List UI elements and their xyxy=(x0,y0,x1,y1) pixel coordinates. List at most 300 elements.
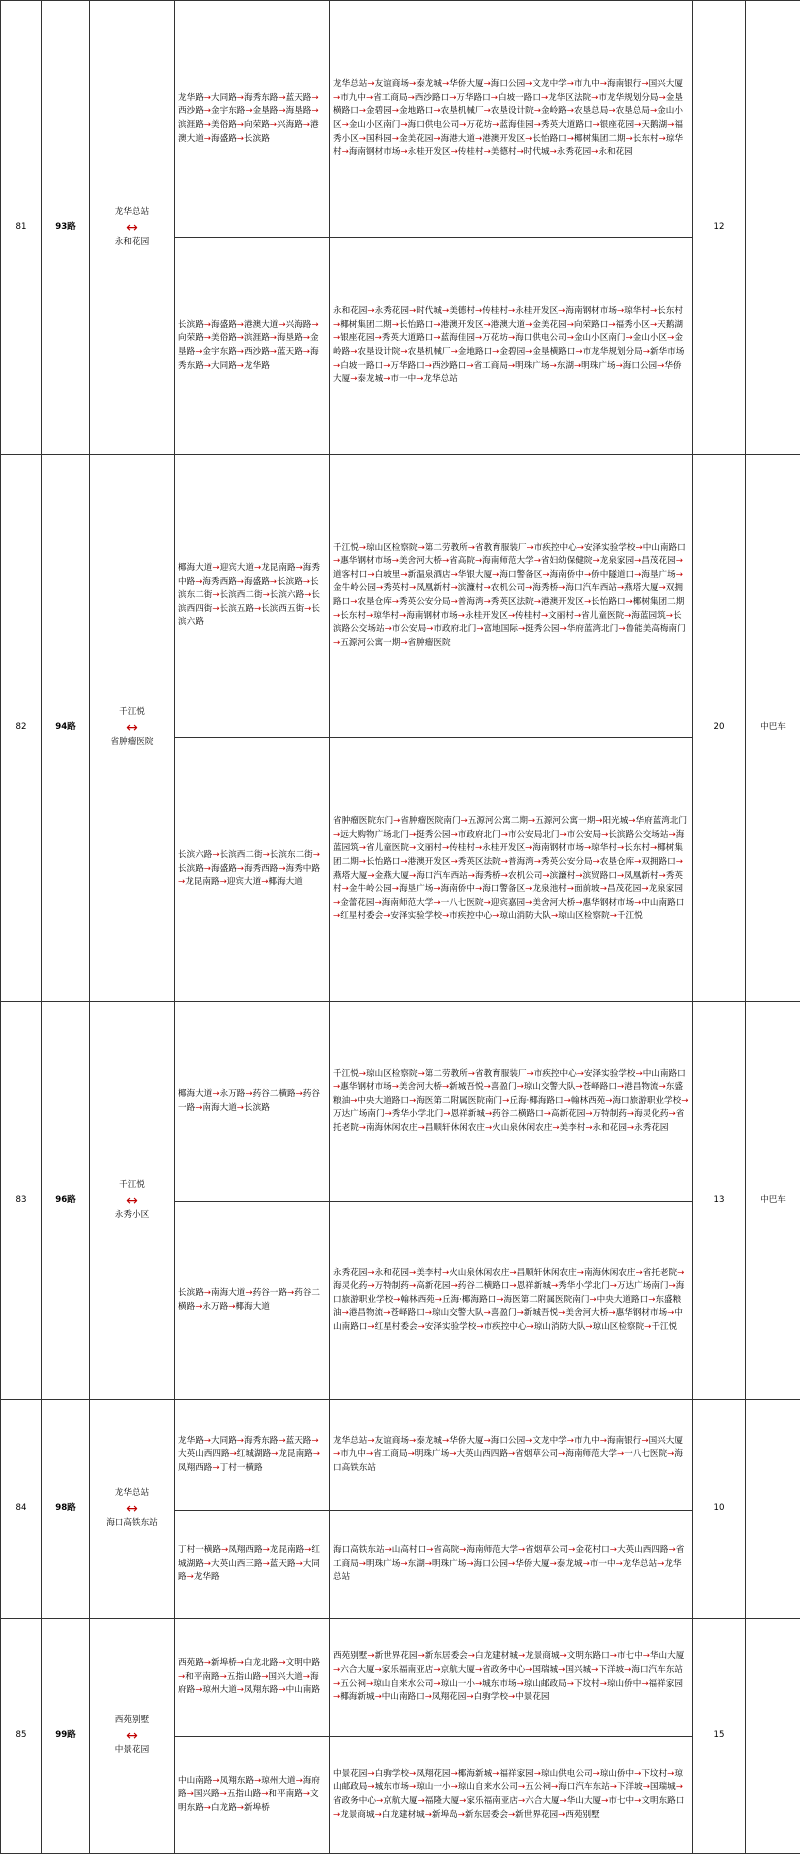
stop-name: 椰树集团二期 xyxy=(340,320,392,330)
arrow-right-icon: → xyxy=(657,361,664,371)
stop-name: 新温泉酒店 xyxy=(408,570,451,580)
arrow-right-icon: → xyxy=(484,1308,491,1318)
arrow-right-icon: → xyxy=(558,1665,565,1675)
stop-name: 翰林西苑 xyxy=(400,1295,434,1305)
stop-name: 滨濂村 xyxy=(550,871,576,881)
stop-name: 第二劳教所 xyxy=(425,543,468,553)
stop-name: 明珠广场 xyxy=(515,361,549,371)
arrow-right-icon: → xyxy=(359,543,366,553)
arrow-right-icon: → xyxy=(659,583,666,593)
arrow-right-icon: → xyxy=(577,1069,584,1079)
road-name: 向荣路 xyxy=(178,333,204,343)
road-name: 长滨六路 xyxy=(178,850,212,860)
arrow-right-icon: → xyxy=(667,120,674,130)
stop-name: 金岭路 xyxy=(541,106,567,116)
arrow-right-icon: → xyxy=(333,638,340,648)
arrow-right-icon: → xyxy=(585,1322,592,1332)
arrow-right-icon: → xyxy=(433,134,440,144)
table-row xyxy=(1,1619,800,1737)
road-name: 琼州大道 xyxy=(202,1685,236,1695)
road-name: 国兴路 xyxy=(194,1789,220,1799)
stop-name: 永桂开发区 xyxy=(482,843,525,853)
arrow-right-icon: → xyxy=(508,1692,515,1702)
route-roads xyxy=(175,1,330,238)
arrow-right-icon: → xyxy=(204,93,211,103)
arrow-right-icon: → xyxy=(593,1769,600,1779)
stop-name: 明珠广场 xyxy=(415,1449,449,1459)
arrow-right-icon: → xyxy=(333,93,340,103)
arrow-right-icon: → xyxy=(575,347,582,357)
stop-name: 五公祠 xyxy=(340,1679,366,1689)
arrow-right-icon: → xyxy=(433,884,440,894)
stop-name: 华府蓝湾北门 xyxy=(636,816,688,826)
road-name: 长滨西二街 xyxy=(220,590,263,600)
arrow-right-icon: → xyxy=(591,1665,598,1675)
arrow-right-icon: → xyxy=(624,611,631,621)
arrow-right-icon: → xyxy=(585,1123,592,1133)
arrow-right-icon: → xyxy=(567,79,574,89)
terminal-to: 海口高铁东站 xyxy=(93,1517,171,1531)
arrow-right-icon: → xyxy=(451,583,458,593)
arrow-right-icon: → xyxy=(591,93,598,103)
vehicle-type xyxy=(746,1619,800,1854)
arrow-right-icon: → xyxy=(342,147,349,157)
arrow-right-icon: → xyxy=(518,1545,525,1555)
arrow-right-icon: → xyxy=(359,134,366,144)
arrow-right-icon: → xyxy=(287,1288,294,1298)
arrow-right-icon: → xyxy=(466,1692,473,1702)
stop-name: 药谷二横路口 xyxy=(458,1281,510,1291)
arrow-right-icon: → xyxy=(278,106,285,116)
arrow-right-icon: → xyxy=(204,1436,211,1446)
stop-name: 金地路口 xyxy=(458,347,492,357)
road-name: 长滨西二街 xyxy=(220,850,263,860)
arrow-right-icon: → xyxy=(577,543,584,553)
vehicle-type xyxy=(746,1,800,455)
route-stops xyxy=(330,1737,693,1854)
stop-name: 银座花园 xyxy=(600,120,634,130)
arrow-right-icon: → xyxy=(659,93,666,103)
stop-name: 美舍河大桥 xyxy=(565,1308,608,1318)
road-name: 椰海大道 xyxy=(178,563,212,573)
arrow-right-icon: → xyxy=(303,120,310,130)
arrow-right-icon: → xyxy=(442,1436,449,1446)
stop-name: 新东居委会 xyxy=(425,1651,468,1661)
arrow-right-icon: → xyxy=(178,877,185,887)
arrow-right-icon: → xyxy=(552,1123,559,1133)
arrow-right-icon: → xyxy=(375,1692,382,1702)
stop-name: 农垦仓库 xyxy=(600,857,634,867)
arrow-right-icon: → xyxy=(271,1449,278,1459)
arrow-right-icon: → xyxy=(220,1789,227,1799)
terminal-from: 西苑别墅 xyxy=(93,1714,171,1728)
stop-name: 琼山一小 xyxy=(441,1679,475,1689)
stop-name: 农垦总局 xyxy=(574,106,608,116)
stop-name: 昌茂花园 xyxy=(607,884,641,894)
stop-name: 农垦总局 xyxy=(616,106,650,116)
arrow-right-icon: → xyxy=(409,871,416,881)
table-row xyxy=(1,1400,800,1511)
stop-name: 农机公司 xyxy=(508,871,542,881)
stop-name: 省高院 xyxy=(449,556,475,566)
arrow-right-icon: → xyxy=(442,843,449,853)
arrow-right-icon: → xyxy=(627,1109,634,1119)
arrow-right-icon: → xyxy=(551,1782,558,1792)
stop-name: 永和花园 xyxy=(375,1268,409,1278)
arrow-right-icon: → xyxy=(204,1658,211,1668)
stop-name: 椰树集团二期 xyxy=(333,843,683,867)
stop-name: 文丽村 xyxy=(416,843,442,853)
stop-name: 长怡路口 xyxy=(591,597,625,607)
arrow-right-icon: → xyxy=(296,563,303,573)
arrow-right-icon: → xyxy=(367,1281,374,1291)
arrow-right-icon: → xyxy=(408,93,415,103)
stop-name: 省托老院 xyxy=(643,1268,677,1278)
stop-name: 华山大厦 xyxy=(567,1796,601,1806)
arrow-right-icon: → xyxy=(475,1679,482,1689)
arrow-right-icon: → xyxy=(641,79,648,89)
stop-name: 海南银行 xyxy=(607,79,641,89)
arrow-right-icon: → xyxy=(534,1769,541,1779)
arrow-right-icon: → xyxy=(525,884,532,894)
road-name: 海盛路 xyxy=(211,320,237,330)
terminal-from: 千江悦 xyxy=(93,706,171,720)
road-name: 椰海大道 xyxy=(235,1302,269,1312)
road-name: 美俗路 xyxy=(211,333,237,343)
road-name: 琼州大道 xyxy=(261,1776,295,1786)
route-stops xyxy=(330,1,693,238)
road-name: 大英山西四路 xyxy=(178,1449,230,1459)
stop-name: 天鹅湖 xyxy=(641,120,667,130)
stop-name: 明珠广场 xyxy=(432,1559,466,1569)
road-name: 药谷二横路 xyxy=(178,1288,320,1312)
arrow-right-icon: → xyxy=(333,1692,340,1702)
stop-name: 金牛岭公园 xyxy=(333,583,376,593)
arrow-right-icon: → xyxy=(426,1545,433,1555)
arrow-right-icon: → xyxy=(303,1789,310,1799)
arrow-right-icon: → xyxy=(195,347,202,357)
arrow-right-icon: → xyxy=(567,333,574,343)
arrow-right-icon: → xyxy=(426,624,433,634)
stop-name: 市一中 xyxy=(590,1559,616,1569)
arrow-right-icon: → xyxy=(409,1281,416,1291)
arrow-right-icon: → xyxy=(342,1308,349,1318)
stop-name: 苍峄路口 xyxy=(390,1308,424,1318)
stop-name: 时代城 xyxy=(416,306,442,316)
arrow-right-icon: → xyxy=(641,1436,648,1446)
stop-name: 秀英村 xyxy=(333,871,683,895)
stop-name: 海南侨中 xyxy=(441,884,475,894)
arrow-right-icon: → xyxy=(634,1769,641,1779)
arrow-right-icon: → xyxy=(534,857,541,867)
arrow-right-icon: → xyxy=(409,79,416,89)
stop-name: 省肿瘤医院南门 xyxy=(400,816,460,826)
stop-name: 城东市场 xyxy=(375,1782,409,1792)
arrow-right-icon: → xyxy=(383,911,390,921)
stop-name: 海秀桥 xyxy=(475,871,501,881)
road-name: 蓝天路 xyxy=(270,1559,296,1569)
stop-name: 滨贸路口 xyxy=(583,871,617,881)
arrow-right-icon: → xyxy=(461,816,468,826)
arrow-right-icon: → xyxy=(567,320,574,330)
arrow-right-icon: → xyxy=(204,134,211,144)
stop-name: 京航大厦 xyxy=(383,1796,417,1806)
stop-name: 市七中 xyxy=(608,1796,634,1806)
road-name: 滨涯路 xyxy=(244,333,270,343)
arrow-right-icon: → xyxy=(367,570,374,580)
arrow-right-icon: → xyxy=(564,1096,571,1106)
stop-name: 龙华总站 xyxy=(423,374,457,384)
arrow-right-icon: → xyxy=(558,1449,565,1459)
arrow-right-icon: → xyxy=(669,1281,676,1291)
arrow-right-icon: → xyxy=(237,577,244,587)
arrow-right-icon: → xyxy=(442,1268,449,1278)
stop-name: 长怡路口 xyxy=(366,857,400,867)
route-roads xyxy=(175,455,330,738)
road-name: 金宇东路 xyxy=(202,347,236,357)
arrow-right-icon: → xyxy=(527,543,534,553)
arrow-right-icon: → xyxy=(304,1545,311,1555)
arrow-right-icon: → xyxy=(392,134,399,144)
arrow-right-icon: → xyxy=(475,556,482,566)
arrow-right-icon: → xyxy=(212,850,219,860)
road-name: 海府路 xyxy=(178,1776,320,1800)
arrow-right-icon: → xyxy=(484,898,491,908)
arrow-right-icon: → xyxy=(409,306,416,316)
road-name: 海府路 xyxy=(178,1672,319,1696)
arrow-right-icon: → xyxy=(245,1288,252,1298)
stop-name: 福祥家园 xyxy=(649,1679,683,1689)
arrow-right-icon: → xyxy=(418,1651,425,1661)
arrow-right-icon: → xyxy=(263,590,270,600)
arrow-right-icon: → xyxy=(376,1796,383,1806)
arrow-right-icon: → xyxy=(367,871,374,881)
arrow-right-icon: → xyxy=(593,120,600,130)
stop-name: 海口汽车东站 xyxy=(558,1782,610,1792)
arrow-right-icon: → xyxy=(558,306,565,316)
stop-name: 海口警备区 xyxy=(482,884,525,894)
arrow-right-icon: → xyxy=(560,1651,567,1661)
stop-name: 海南钢材市场 xyxy=(565,306,617,316)
stop-name: 海口公园 xyxy=(474,1559,508,1569)
stop-name: 华侨大厦 xyxy=(449,1436,483,1446)
arrow-right-icon: → xyxy=(484,583,491,593)
stop-name: 新城吾悦 xyxy=(449,1082,483,1092)
arrow-right-icon: → xyxy=(254,1776,261,1786)
stop-name: 双拥路口 xyxy=(333,583,683,607)
arrow-right-icon: → xyxy=(237,1803,244,1813)
arrow-right-icon: → xyxy=(359,843,366,853)
arrow-right-icon: → xyxy=(261,1672,268,1682)
arrow-right-icon: → xyxy=(254,563,261,573)
arrow-right-icon: → xyxy=(475,884,482,894)
stop-name: 泰龙城 xyxy=(357,374,383,384)
stop-name: 龙泉家园 xyxy=(600,556,634,566)
arrow-right-icon: → xyxy=(400,1559,407,1569)
stop-name: 安泽实验学校 xyxy=(584,1069,636,1079)
route-stops xyxy=(330,738,693,1002)
arrow-right-icon: → xyxy=(342,884,349,894)
arrow-right-icon: → xyxy=(237,864,244,874)
stop-name: 龙景商城 xyxy=(525,1651,559,1661)
stop-name: 西苑别墅 xyxy=(333,1651,367,1661)
road-name: 海垦路 xyxy=(277,333,303,343)
road-name: 滨涯路 xyxy=(178,120,204,130)
road-name: 凤翔东路 xyxy=(244,1685,278,1695)
arrow-right-icon: → xyxy=(534,120,541,130)
arrow-right-icon: → xyxy=(525,79,532,89)
arrow-right-icon: → xyxy=(643,1782,650,1792)
road-name: 凤翔东路 xyxy=(220,1776,254,1786)
arrow-right-icon: → xyxy=(433,320,440,330)
arrow-right-icon: → xyxy=(567,884,574,894)
stop-name: 海口高铁东站 xyxy=(333,1449,683,1473)
road-name: 大同路 xyxy=(211,93,237,103)
arrow-right-icon: → xyxy=(617,871,624,881)
stop-name: 海南师范大学 xyxy=(466,1545,518,1555)
arrow-right-icon: → xyxy=(237,320,244,330)
arrow-right-icon: → xyxy=(263,1559,270,1569)
stop-name: 琼山区检察院 xyxy=(366,543,418,553)
arrow-right-icon: → xyxy=(409,583,416,593)
arrow-right-icon: → xyxy=(508,1449,515,1459)
arrow-right-icon: → xyxy=(442,79,449,89)
road-name: 西苑路 xyxy=(178,1658,204,1668)
arrow-right-icon: → xyxy=(475,843,482,853)
arrow-right-icon: → xyxy=(525,843,532,853)
stop-name: 传桂村 xyxy=(449,843,475,853)
stop-name: 省教育服装厂 xyxy=(475,1069,527,1079)
route-line-name: 94路 xyxy=(42,455,90,1002)
stop-name: 国兴城 xyxy=(565,1665,591,1675)
stop-name: 海南师范大学 xyxy=(382,898,434,908)
arrow-right-icon: → xyxy=(303,333,310,343)
road-name: 龙昆南路 xyxy=(261,563,295,573)
arrow-right-icon: → xyxy=(195,1685,202,1695)
road-name: 药谷二横路 xyxy=(253,1089,296,1099)
arrow-right-icon: → xyxy=(451,1281,458,1291)
stop-name: 金花村口 xyxy=(575,1545,609,1555)
road-name: 新埠桥 xyxy=(244,1803,270,1813)
arrow-right-icon: → xyxy=(584,843,591,853)
stop-name: 龙泉池村 xyxy=(532,884,566,894)
arrow-right-icon: → xyxy=(574,611,581,621)
arrow-right-icon: → xyxy=(501,857,508,867)
stop-name: 琼山自来水公司 xyxy=(458,1782,518,1792)
arrow-right-icon: → xyxy=(610,1281,617,1291)
arrow-right-icon: → xyxy=(508,306,515,316)
arrow-right-icon: → xyxy=(628,816,635,826)
arrow-right-icon: → xyxy=(204,320,211,330)
stop-name: 蓝海佳园 xyxy=(499,120,533,130)
arrow-right-icon: → xyxy=(212,590,219,600)
arrow-right-icon: → xyxy=(333,556,340,566)
arrow-right-icon: → xyxy=(508,1559,515,1569)
arrow-right-icon: → xyxy=(333,1665,340,1675)
stop-name: 昌茂花园 xyxy=(641,556,675,566)
arrow-right-icon: → xyxy=(442,306,449,316)
road-name: 长滨东二街 xyxy=(270,850,313,860)
road-name: 海秀西路 xyxy=(202,577,236,587)
route-terminals xyxy=(90,455,175,1002)
stop-name: 龙华总站 xyxy=(333,1559,682,1583)
arrow-right-icon: → xyxy=(212,1776,219,1786)
stop-name: 琼华村 xyxy=(624,306,650,316)
stop-name: 市九中 xyxy=(340,1449,366,1459)
stop-name: 传桂村 xyxy=(458,147,484,157)
arrow-right-icon: → xyxy=(542,871,549,881)
road-name: 南海大道 xyxy=(202,1103,236,1113)
arrow-right-icon: → xyxy=(237,120,244,130)
road-name: 蓝天路 xyxy=(286,93,312,103)
table-row xyxy=(1,1,800,238)
vehicle-count: 15 xyxy=(693,1619,746,1854)
stop-name: 红星村委会 xyxy=(375,1322,418,1332)
stop-name: 龙华区法院 xyxy=(548,93,591,103)
road-name: 红城湖路 xyxy=(178,1545,320,1569)
arrow-right-icon: → xyxy=(525,134,532,144)
stop-name: 红星村委会 xyxy=(340,911,383,921)
vehicle-type xyxy=(746,1400,800,1619)
stop-name: 西苑别墅 xyxy=(565,1810,599,1820)
stop-name: 海口公园 xyxy=(491,1436,525,1446)
route-roads xyxy=(175,1737,330,1854)
arrow-right-icon: → xyxy=(278,864,285,874)
arrow-right-icon: → xyxy=(433,1665,440,1675)
route-roads xyxy=(175,1619,330,1737)
stop-name: 安泽实验学校 xyxy=(584,543,636,553)
stop-name: 面前坡 xyxy=(574,884,600,894)
arrow-right-icon: → xyxy=(567,1679,574,1689)
stop-name: 中山南路口 xyxy=(333,1308,683,1332)
stop-name: 凤凰新村 xyxy=(416,583,450,593)
arrow-right-icon: → xyxy=(508,333,515,343)
stop-name: 秀英区法院 xyxy=(491,597,534,607)
stop-name: 海南师范大学 xyxy=(565,1449,617,1459)
road-name: 海秀东路 xyxy=(178,347,319,371)
stop-name: 鲁能美高梅南门 xyxy=(626,624,686,634)
vehicle-type: 中巴车 xyxy=(746,1002,800,1400)
stop-name: 农垦机械厂 xyxy=(408,347,451,357)
arrow-right-icon: → xyxy=(409,1096,416,1106)
arrow-right-icon: → xyxy=(261,877,268,887)
road-name: 国兴大道 xyxy=(268,1672,302,1682)
stop-name: 阳光城 xyxy=(603,816,629,826)
arrow-right-icon: → xyxy=(451,147,458,157)
arrow-right-icon: → xyxy=(204,333,211,343)
arrow-right-icon: → xyxy=(254,604,261,614)
road-name: 迎宾大道 xyxy=(220,563,254,573)
arrow-right-icon: → xyxy=(525,898,532,908)
arrow-right-icon: → xyxy=(491,93,498,103)
route-roads xyxy=(175,1400,330,1511)
arrow-right-icon: → xyxy=(567,106,574,116)
stop-name: 海口供电公司 xyxy=(408,120,460,130)
route-stops xyxy=(330,238,693,455)
route-terminals xyxy=(90,1400,175,1619)
bidirectional-arrow-icon: ↔ xyxy=(93,1501,171,1517)
stop-name: 省儿童医院 xyxy=(581,611,624,621)
stop-name: 中山南路口 xyxy=(643,1069,686,1079)
stop-name: 苍峄路口 xyxy=(583,1082,617,1092)
stop-name: 国科园 xyxy=(366,134,392,144)
arrow-right-icon: → xyxy=(425,1692,432,1702)
stop-name: 中景花园 xyxy=(515,1692,549,1702)
arrow-right-icon: → xyxy=(475,333,482,343)
arrow-right-icon: → xyxy=(641,884,648,894)
arrow-right-icon: → xyxy=(551,1281,558,1291)
stop-name: 市七中 xyxy=(617,1651,643,1661)
